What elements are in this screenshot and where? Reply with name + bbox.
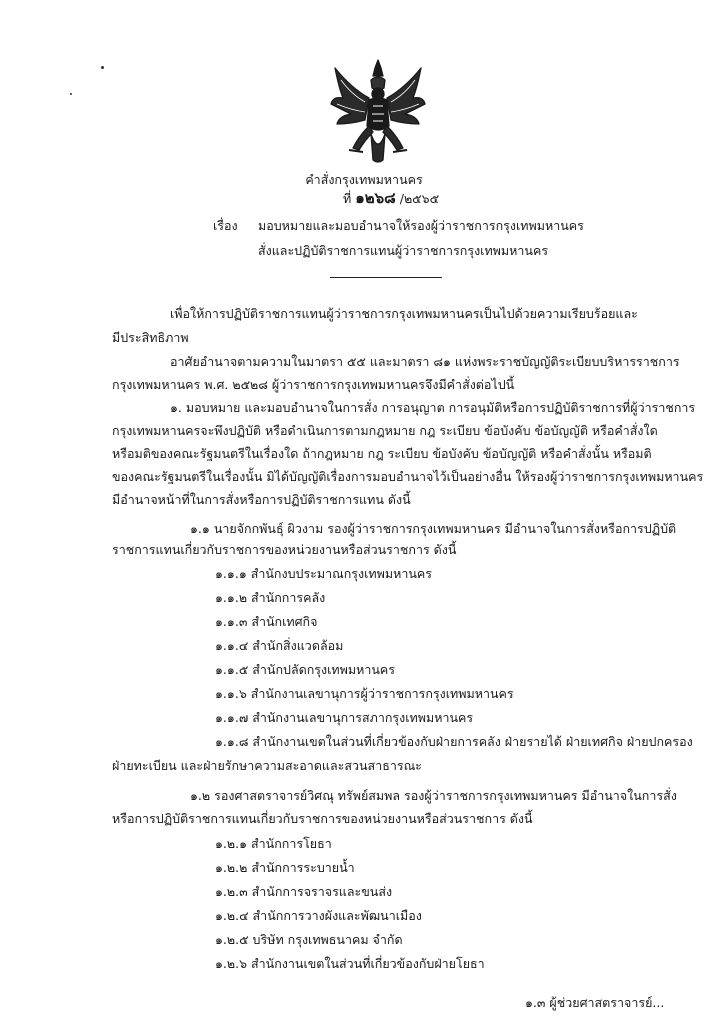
clause1-line4: ของคณะรัฐมนตรีในเรื่องนั้น มิได้บัญญัติเรื่องการมอบอำนาจไว้เป็นอย่างอื่น ให้รองผู้ว่าราชการกรุงเทพมหานคร: [112, 469, 704, 484]
intro-p2-line1: อาศัยอำนาจตามความในมาตรา ๕๕ และมาตรา ๘๑ แห่งพระราชบัญญัติระเบียบบริหารราชการ: [170, 354, 680, 369]
order-number-line: [343, 190, 439, 207]
header-divider: [330, 277, 442, 278]
intro-p1-line2: มีประสิทธิภาพ: [112, 330, 189, 345]
section-1-1-line2: ราชการแทนเกี่ยวกับราชการของหน่วยงานหรือส่วนราชการ ดังนี้: [112, 542, 457, 557]
list-item: ๑.๒.๖ สำนักงานเขตในส่วนที่เกี่ยวข้องกับฝ่ายโยธา: [215, 956, 485, 971]
list-item: ๑.๑.๖ สำนักงานเลขานุการผู้ว่าราชการกรุงเทพมหานคร: [215, 686, 514, 701]
section-1-1-line1: ๑.๑ นายจักกพันธุ์ ผิวงาม รองผู้ว่าราชการกรุงเทพมหานคร มีอำนาจในการสั่งหรือการปฏิบัติ: [190, 521, 677, 536]
order-title: คำสั่งกรุงเทพมหานคร: [305, 172, 423, 187]
scan-speck: [101, 66, 104, 69]
garuda-emblem-icon: [329, 58, 427, 166]
list-item: ๑.๑.๘ สำนักงานเขตในส่วนที่เกี่ยวข้องกับฝ่ายการคลัง ฝ่ายรายได้ ฝ่ายเทศกิจ ฝ่ายปกครอง: [215, 734, 693, 749]
clause1-line2: กรุงเทพมหานครจะพึงปฏิบัติ หรือดำเนินการตามกฎหมาย กฎ ระเบียบ ข้อบังคับ ข้อบัญญัติ หรือคำสั่งใด: [112, 423, 658, 438]
intro-p1-line1: เพื่อให้การปฏิบัติราชการแทนผู้ว่าราชการกรุงเทพมหานครเป็นไปด้วยความเรียบร้อยและ: [170, 306, 638, 321]
order-number: ๑๒๖๘: [355, 189, 396, 207]
list-item: ๑.๒.๔ สำนักการวางผังและพัฒนาเมือง: [215, 908, 422, 923]
section-1-2-line2: หรือการปฏิบัติราชการแทนเกี่ยวกับราชการของหน่วยงานหรือส่วนราชการ ดังนี้: [112, 811, 533, 826]
list-item: ๑.๑.๕ สำนักปลัดกรุงเทพมหานคร: [215, 662, 395, 677]
subject-label: เรื่อง: [213, 218, 238, 233]
subject-line-1: มอบหมายและมอบอำนาจให้รองผู้ว่าราชการกรุงเทพมหานคร: [258, 218, 584, 233]
list-item: ๑.๒.๓ สำนักการจราจรและขนส่ง: [215, 884, 393, 899]
clause1-line5: มีอำนาจหน้าที่ในการสั่งหรือการปฏิบัติราชการแทน ดังนี้: [112, 492, 411, 507]
list-item: ๑.๑.๗ สำนักงานเลขานุการสภากรุงเทพมหานคร: [215, 710, 474, 725]
list-item: ๑.๑.๓ สำนักเทศกิจ: [215, 614, 318, 629]
scan-speck: [70, 93, 72, 95]
subject-line-2: สั่งและปฏิบัติราชการแทนผู้ว่าราชการกรุงเทพมหานคร: [258, 243, 549, 258]
list-item: ๑.๑.๒ สำนักการคลัง: [215, 590, 326, 605]
list-item: ๑.๒.๒ สำนักการระบายน้ำ: [215, 860, 355, 875]
intro-p2-line2: กรุงเทพมหานคร พ.ศ. ๒๕๒๘ ผู้ว่าราชการกรุงเทพมหานครจึงมีคำสั่งต่อไปนี้: [112, 377, 515, 392]
page-continuation: ๑.๓ ผู้ช่วยศาสตราจารย์...: [525, 995, 665, 1010]
clause1-line3: หรือมติของคณะรัฐมนตรีในเรื่องใด ถ้ากฎหมาย กฎ ระเบียบ ข้อบังคับ ข้อบัญญัติ หรือคำสั่งนั้น หรือมติ: [112, 446, 652, 461]
list-item: ๑.๒.๕ บริษัท กรุงเทพธนาคม จำกัด: [215, 932, 403, 947]
list-item: ๑.๑.๔ สำนักสิ่งแวดล้อม: [215, 638, 344, 653]
list-item-continuation: ฝ่ายทะเบียน และฝ่ายรักษาความสะอาดและสวนสาธารณะ: [112, 758, 422, 773]
list-item: ๑.๑.๑ สำนักงบประมาณกรุงเทพมหานคร: [215, 566, 432, 581]
section-1-2-line1: ๑.๒ รองศาสตราจารย์วิศณุ ทรัพย์สมพล รองผู้ว่าราชการกรุงเทพมหานคร มีอำนาจในการสั่ง: [190, 788, 677, 803]
order-prefix: ที่: [343, 191, 352, 206]
clause1-line1: ๑. มอบหมาย และมอบอำนาจในการสั่ง การอนุญาต การอนุมัติหรือการปฏิบัติราชการที่ผู้ว่าราชการ: [170, 400, 696, 415]
list-item: ๑.๒.๑ สำนักการโยธา: [215, 836, 332, 851]
order-year: /๒๕๖๕: [399, 191, 440, 206]
